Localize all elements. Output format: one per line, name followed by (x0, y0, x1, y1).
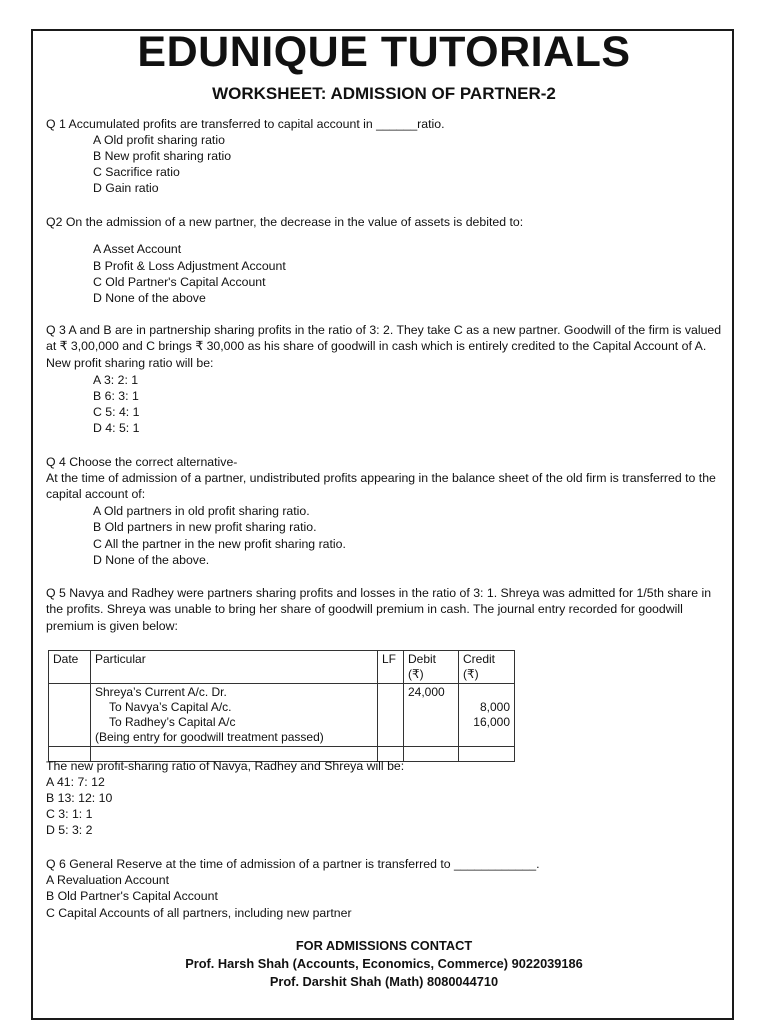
q2-option-b: B Profit & Loss Adjustment Account (93, 259, 286, 273)
question-2: Q2 On the admission of a new partner, the decrease in the value of assets is debited to: (46, 215, 524, 229)
col-lf: LF (378, 651, 404, 684)
q3-option-a: A 3: 2: 1 (93, 373, 139, 387)
q5-option-a: A 41: 7: 12 (46, 775, 105, 789)
q1-option-a: A Old profit sharing ratio (93, 133, 225, 147)
q6-option-a: A Revaluation Account (46, 873, 170, 887)
q4-option-d: D None of the above. (93, 553, 210, 567)
col-particular: Particular (91, 651, 378, 684)
table-header-row (49, 651, 515, 684)
q5-option-d: D 5: 3: 2 (46, 823, 93, 837)
q3-option-c: C 5: 4: 1 (93, 405, 140, 419)
col-debit: Debit (₹) (404, 651, 459, 684)
table-row (49, 684, 515, 747)
q2-option-c: C Old Partner's Capital Account (93, 275, 266, 289)
question-3: Q 3 A and B are in partnership sharing profits in the ratio of 3: 2. They take C as a new partner. Goodwill of the firm is valued at ₹ 3,00,000 and C brings ₹ 30,000 as his share of goodwill in cash which is entirely credited to the Capital Account of A. New profit sharing ratio will be: (46, 323, 722, 370)
q2-option-a: A Asset Account (93, 242, 182, 256)
question-4-heading: Q 4 Choose the correct alternative- (46, 455, 238, 469)
q3-option-d: D 4: 5: 1 (93, 421, 140, 435)
particular-cell: Shreya’s Current A/c. Dr. To Navya’s Capital A/c. To Radhey’s Capital A/c (Being entry for goodwill treatment passed) (91, 684, 378, 747)
q4-option-b: B Old partners in new profit sharing ratio. (93, 520, 317, 534)
contact-darshit-shah: Prof. Darshit Shah (Math) 8080044710 (269, 974, 499, 989)
page-title: EDUNIQUE TUTORIALS (137, 28, 631, 76)
q5-followup: The new profit-sharing ratio of Navya, Radhey and Shreya will be: (46, 759, 405, 773)
journal-entry-table (48, 650, 515, 762)
q4-option-c: C All the partner in the new profit sharing ratio. (93, 537, 346, 551)
col-date: Date (49, 651, 91, 684)
admissions-heading: FOR ADMISSIONS CONTACT (295, 938, 473, 953)
question-6: Q 6 General Reserve at the time of admission of a partner is transferred to ____________. (46, 857, 540, 871)
q5-option-c: C 3: 1: 1 (46, 807, 93, 821)
q6-option-c: C Capital Accounts of all partners, including new partner (46, 906, 352, 920)
q6-option-b: B Old Partner's Capital Account (46, 889, 218, 903)
question-1: Q 1 Accumulated profits are transferred to capital account in ______ratio. (46, 117, 445, 131)
question-4: At the time of admission of a partner, undistributed profits appearing in the balance sheet of the old firm is transferred to the capital account of: (46, 471, 716, 502)
q1-option-c: C Sacrifice ratio (93, 165, 180, 179)
q1-option-b: B New profit sharing ratio (93, 149, 232, 163)
q1-option-d: D Gain ratio (93, 181, 159, 195)
question-5: Q 5 Navya and Radhey were partners sharing profits and losses in the ratio of 3: 1. Shreya was admitted for 1/5th share in the profits. Shreya was unable to bring her share of goodwill premium in cash. The journal entry recorded for goodwill premium is given below: (46, 586, 712, 633)
worksheet-subtitle: WORKSHEET: ADMISSION OF PARTNER-2 (212, 84, 556, 103)
lf-cell (378, 684, 404, 747)
q3-option-b: B 6: 3: 1 (93, 389, 139, 403)
credit-cell: 8,000 16,000 (459, 684, 515, 747)
q4-option-a: A Old partners in old profit sharing ratio. (93, 504, 310, 518)
date-cell (49, 684, 91, 747)
col-credit: Credit (₹) (459, 651, 515, 684)
contact-harsh-shah: Prof. Harsh Shah (Accounts, Economics, Commerce) 9022039186 (185, 956, 583, 971)
debit-cell: 24,000 (404, 684, 459, 747)
q5-option-b: B 13: 12: 10 (46, 791, 113, 805)
q2-option-d: D None of the above (93, 291, 206, 305)
